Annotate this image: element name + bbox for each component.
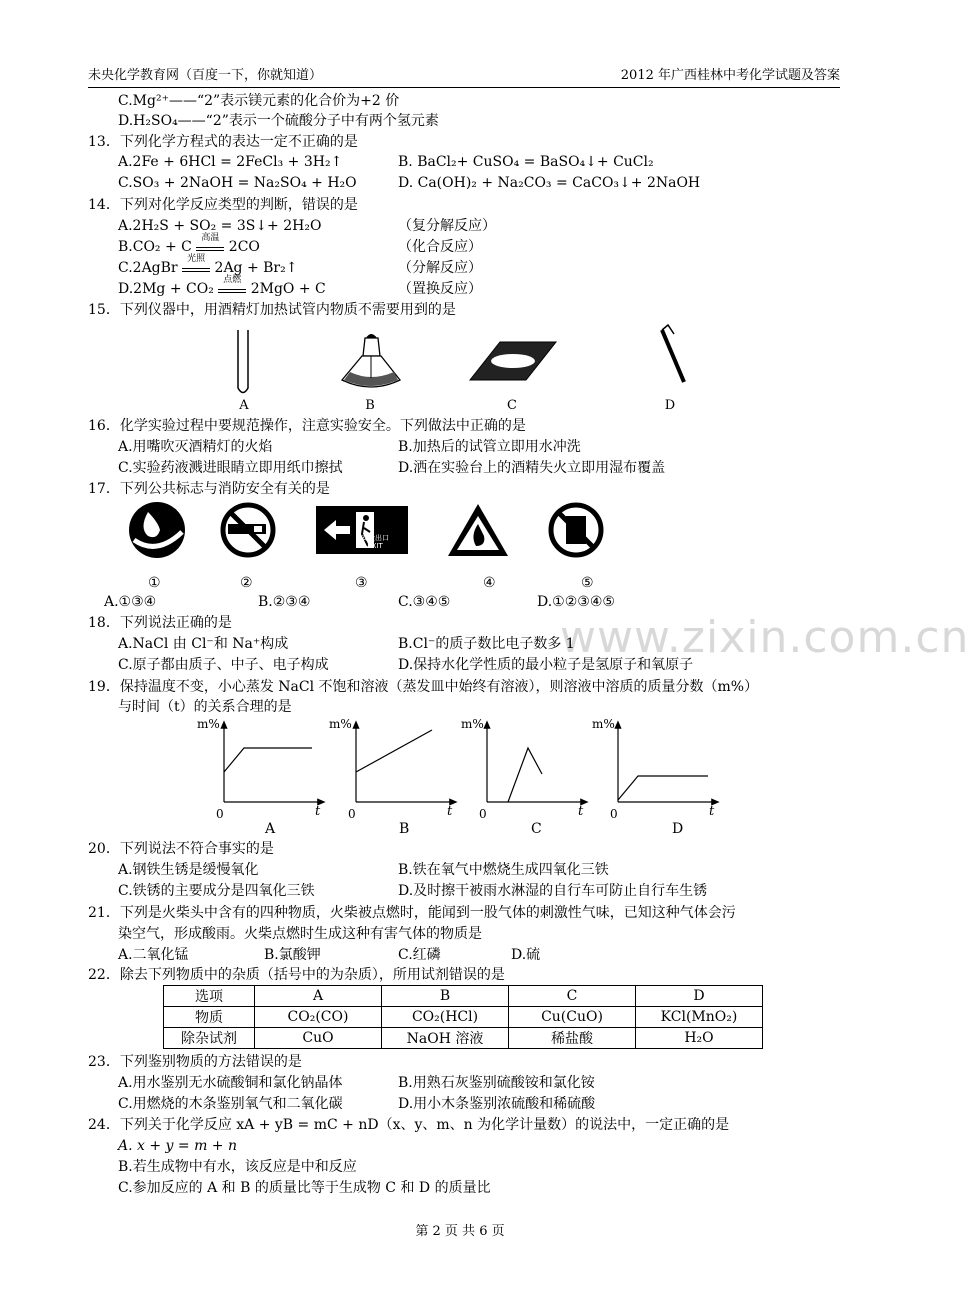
table-cell: CO₂(CO) — [255, 1007, 382, 1028]
graph-c-ylabel: m% — [461, 717, 484, 731]
table-cell: 物质 — [164, 1007, 255, 1028]
q14d-condition-label: 点燃 — [223, 275, 242, 285]
graph-d-label: D — [672, 821, 684, 837]
q14-stem: 14．下列对化学反应类型的判断，错误的是 — [88, 197, 358, 213]
q13-option-d: D. Ca(OH)₂ + Na₂CO₃ = CaCO₃↓+ 2NaOH — [398, 175, 701, 191]
graph-a-xlabel: t — [315, 804, 321, 819]
q17-num-4: ④ — [483, 575, 496, 591]
q24-stem: 24．下列关于化学反应 xA + yB = mC + nD（x、y、m、n 为化学计量数）的说法中，一定正确的是 — [88, 1117, 730, 1133]
table-cell: CuO — [255, 1028, 382, 1049]
q16-option-d: D.洒在实验台上的酒精失火立即用湿布覆盖 — [398, 460, 666, 476]
q14-option-c-type: （分解反应） — [398, 260, 482, 276]
q14c-reactants: C.2AgBr — [118, 260, 178, 276]
q14-option-a: A.2H₂S + SO₂ = 3S↓+ 2H₂O — [118, 218, 322, 234]
q23-option-a: A.用水鉴别无水硫酸铜和氯化钠晶体 — [118, 1075, 343, 1091]
graph-a-label: A — [265, 821, 276, 837]
table-cell: 稀盐酸 — [509, 1028, 636, 1049]
graph-c-xlabel: t — [578, 804, 584, 819]
q17-num-2: ② — [240, 575, 253, 591]
q13-option-c: C.SO₃ + 2NaOH = Na₂SO₄ + H₂O — [118, 175, 357, 191]
graph-a-ylabel: m% — [197, 717, 220, 731]
q18-option-a: A.NaCl 由 Cl⁻和 Na⁺构成 — [118, 636, 289, 652]
q14b-condition-label: 高温 — [201, 233, 220, 243]
q18-option-b: B.Cl⁻的质子数比电子数多 1 — [398, 636, 575, 652]
table-cell: B — [382, 986, 509, 1007]
q15-label-c: C — [507, 398, 517, 413]
exit-sign-text-en: EXIT — [367, 542, 383, 550]
table-cell: 除杂试剂 — [164, 1028, 255, 1049]
q16-option-b: B.加热后的试管立即用水冲洗 — [398, 439, 581, 455]
q15-label-b: B — [365, 398, 375, 413]
q19-stem-2: 与时间（t）的关系合理的是 — [118, 699, 292, 715]
q14c-products: 2Ag + Br₂↑ — [214, 260, 298, 276]
graph-c — [487, 724, 585, 802]
q14b-reactants: B.CO₂ + C — [118, 239, 192, 255]
exit-sign-text: 安全出口 — [361, 534, 389, 542]
q17-num-3: ③ — [355, 575, 368, 591]
q24-option-a: A. x + y = m + n — [118, 1138, 237, 1154]
q21-option-c: C.红磷 — [398, 947, 441, 963]
q15-stem: 15．下列仪器中，用酒精灯加热试管内物质不需要用到的是 — [88, 302, 456, 318]
graph-d — [618, 724, 716, 802]
q16-stem: 16．化学实验过程中要规范操作，注意实验安全。下列做法中正确的是 — [88, 418, 526, 434]
q18-stem: 18．下列说法正确的是 — [88, 615, 232, 631]
q17-stem: 17．下列公共标志与消防安全有关的是 — [88, 481, 330, 497]
q15-label-a: A — [239, 398, 249, 413]
q19-stem-1: 19．保持温度不变，小心蒸发 NaCl 不饱和溶液（蒸发皿中始终有溶液），则溶液中溶质的质量分数（m%） — [88, 679, 759, 695]
q17-num-1: ① — [148, 575, 161, 591]
q20-stem: 20．下列说法不符合事实的是 — [88, 841, 274, 857]
q24-option-b: B.若生成物中有水，该反应是中和反应 — [118, 1159, 357, 1175]
q17-option-a: A.①③④ — [104, 594, 157, 610]
q21-stem-2: 染空气，形成酸雨。火柴点燃时生成这种有害气体的物质是 — [118, 926, 482, 942]
table-cell: Cu(CuO) — [509, 1007, 636, 1028]
graph-a-origin: 0 — [216, 807, 224, 821]
graph-d-origin: 0 — [610, 807, 618, 821]
q14b-products: 2CO — [228, 239, 260, 255]
q21-option-a: A.二氧化锰 — [118, 947, 189, 963]
q18-option-d: D.保持水化学性质的最小粒子是氢原子和氧原子 — [398, 657, 694, 673]
watermark: www.zixin.com.cn — [560, 612, 969, 663]
graph-c-origin: 0 — [479, 807, 487, 821]
q14-option-d-type: （置换反应） — [398, 281, 482, 297]
q23-option-c: C.用燃烧的木条鉴别氧气和二氧化碳 — [118, 1096, 343, 1112]
graph-b-xlabel: t — [447, 804, 453, 819]
q23-stem: 23．下列鉴别物质的方法错误的是 — [88, 1054, 302, 1070]
q21-option-d: D.硫 — [511, 947, 541, 963]
graph-b-ylabel: m% — [329, 717, 352, 731]
table-row — [164, 1007, 763, 1028]
table-cell: KCl(MnO₂) — [636, 1007, 763, 1028]
q24-option-c: C.参加反应的 A 和 B 的质量比等于生成物 C 和 D 的质量比 — [118, 1180, 491, 1196]
q23-option-d: D.用小木条鉴别浓硫酸和稀硫酸 — [398, 1096, 596, 1112]
q20-option-a: A.钢铁生锈是缓慢氧化 — [118, 862, 259, 878]
q14d-products: 2MgO + C — [250, 281, 326, 297]
table-cell: C — [509, 986, 636, 1007]
q12-option-c: C.Mg²⁺——“2”表示镁元素的化合价为+2 价 — [118, 93, 400, 109]
q21-option-b: B.氯酸钾 — [264, 947, 321, 963]
q14-option-a-type: （复分解反应） — [398, 218, 496, 234]
graph-c-label: C — [531, 821, 542, 837]
q20-option-b: B.铁在氧气中燃烧生成四氧化三铁 — [398, 862, 609, 878]
table-cell: H₂O — [636, 1028, 763, 1049]
q14d-reactants: D.2Mg + CO₂ — [118, 281, 214, 297]
table-cell: A — [255, 986, 382, 1007]
q13-stem: 13．下列化学方程式的表达一定不正确的是 — [88, 134, 358, 150]
graph-b — [356, 724, 454, 802]
table-row — [164, 1028, 763, 1049]
graph-d-xlabel: t — [709, 804, 715, 819]
graph-b-label: B — [399, 821, 410, 837]
table-cell: 选项 — [164, 986, 255, 1007]
graph-b-origin: 0 — [348, 807, 356, 821]
q16-option-a: A.用嘴吹灭酒精灯的火焰 — [118, 439, 273, 455]
q20-option-c: C.铁锈的主要成分是四氧化三铁 — [118, 883, 315, 899]
q15-label-d: D — [664, 398, 676, 413]
q16-option-c: C.实验药液溅进眼睛立即用纸巾擦拭 — [118, 460, 343, 476]
q14c-condition-label: 光照 — [187, 254, 206, 264]
header-left: 未央化学教育网（百度一下，你就知道） — [88, 68, 323, 83]
table-cell: D — [636, 986, 763, 1007]
q23-option-b: B.用熟石灰鉴别硫酸铵和氯化铵 — [398, 1075, 595, 1091]
q18-option-c: C.原子都由质子、中子、电子构成 — [118, 657, 329, 673]
q22-stem: 22．除去下列物质中的杂质（括号中的为杂质），所用试剂错误的是 — [88, 967, 505, 983]
q17-option-c: C.③④⑤ — [398, 594, 451, 610]
q12-option-d: D.H₂SO₄——“2”表示一个硫酸分子中有两个氢元素 — [118, 113, 439, 129]
table-cell: CO₂(HCl) — [382, 1007, 509, 1028]
q21-stem-1: 21．下列是火柴头中含有的四种物质，火柴被点燃时，能闻到一股气体的刺激性气味，已知这种气体会污 — [88, 905, 736, 921]
q13-option-a: A.2Fe + 6HCl = 2FeCl₃ + 3H₂↑ — [118, 154, 343, 170]
q14-option-b-type: （化合反应） — [398, 239, 482, 255]
graph-d-ylabel: m% — [592, 717, 615, 731]
table-row — [164, 986, 763, 1007]
graph-a — [224, 724, 322, 802]
q13-option-b: B. BaCl₂+ CuSO₄ = BaSO₄↓+ CuCl₂ — [398, 154, 654, 170]
page-footer: 第 2 页 共 6 页 — [415, 1224, 505, 1239]
q17-num-5: ⑤ — [581, 575, 594, 591]
header-right: 2012 年广西桂林中考化学试题及答案 — [620, 68, 840, 83]
q17-option-d: D.①②③④⑤ — [537, 594, 615, 610]
table-cell: NaOH 溶液 — [382, 1028, 509, 1049]
q20-option-d: D.及时擦干被雨水淋湿的自行车可防止自行车生锈 — [398, 883, 708, 899]
q17-option-b: B.②③④ — [258, 594, 311, 610]
q22-table — [163, 985, 763, 1049]
